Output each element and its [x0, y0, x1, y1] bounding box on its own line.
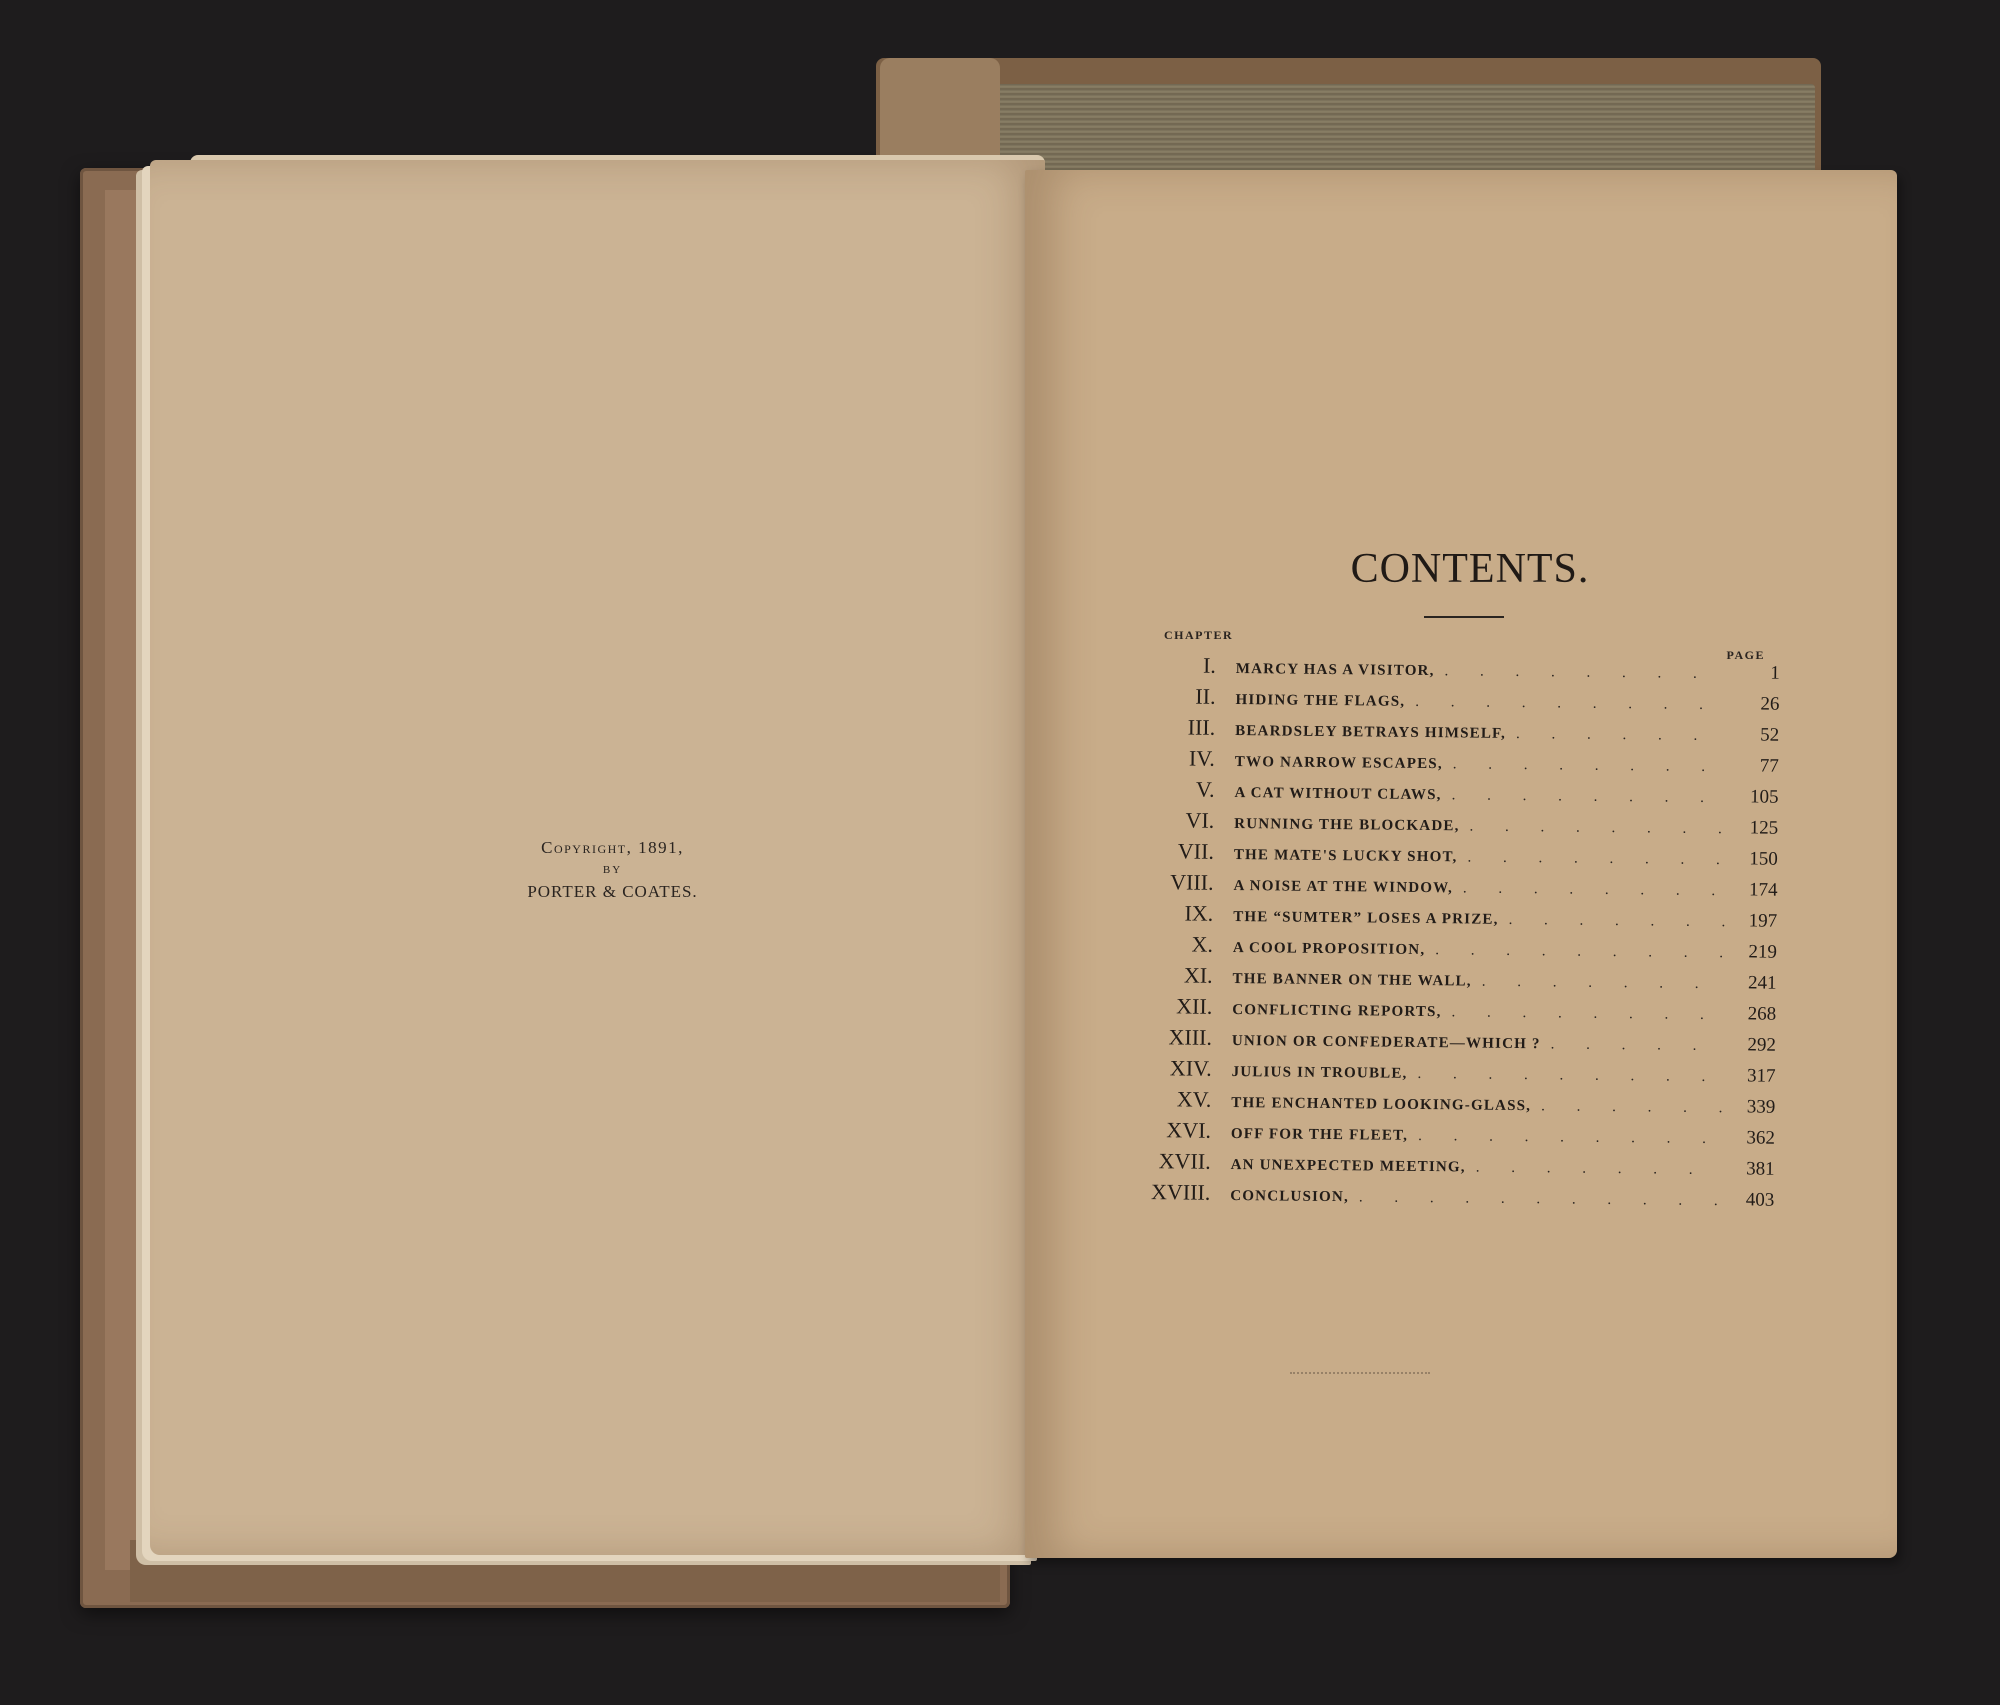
page-heading: PAGE	[1726, 648, 1765, 662]
toc-page-number: 150	[1749, 848, 1778, 870]
toc-page-number: 292	[1747, 1034, 1777, 1056]
toc-chapter-number: XII.	[1176, 993, 1213, 1019]
toc-page-number: 105	[1749, 786, 1779, 808]
toc-leader-dots	[1453, 880, 1726, 900]
toc-leader-dots	[1407, 1066, 1723, 1086]
toc-chapter-title: THE MATE'S LUCKY SHOT,	[1233, 846, 1458, 866]
toc-chapter-number: X.	[1191, 931, 1214, 957]
toc-chapter-number: VI.	[1185, 807, 1215, 833]
chapter-heading: CHAPTER	[1164, 628, 1234, 642]
toc-page-number: 339	[1746, 1096, 1776, 1118]
toc-page-number: 241	[1747, 972, 1777, 994]
toc-chapter-number: IV.	[1188, 745, 1216, 771]
contents-title: CONTENTS.	[1350, 546, 1590, 592]
toc-chapter-number: XVI.	[1166, 1117, 1212, 1143]
toc-chapter-number: VIII.	[1170, 869, 1214, 895]
toc-chapter-title: CONFLICTING REPORTS,	[1232, 1001, 1442, 1021]
toc-leader-dots	[1442, 787, 1727, 807]
toc-leader-dots	[1499, 912, 1726, 931]
toc-chapter-number: XIII.	[1168, 1024, 1213, 1050]
toc-page-number: 77	[1759, 755, 1779, 777]
toc-page-number: 125	[1749, 817, 1779, 839]
toc-leader-dots	[1531, 1098, 1723, 1117]
toc-page-number: 26	[1760, 693, 1780, 715]
copyright-line: Copyright, 1891,	[541, 838, 684, 857]
table-of-contents	[1134, 652, 1780, 1217]
toc-page-number: 52	[1760, 724, 1780, 746]
toc-chapter-title: CONCLUSION,	[1230, 1187, 1350, 1206]
toc-page-number: 381	[1746, 1158, 1775, 1180]
title-rule	[1424, 616, 1504, 618]
toc-chapter-title: THE BANNER ON THE WALL,	[1232, 970, 1472, 990]
page-footer-mark	[1290, 1372, 1430, 1377]
toc-chapter-number: XIV.	[1169, 1055, 1212, 1081]
toc-page-number: 174	[1748, 879, 1778, 901]
toc-chapter-title: OFF FOR THE FLEET,	[1230, 1125, 1409, 1144]
toc-chapter-title: THE “SUMTER” LOSES A PRIZE,	[1233, 908, 1499, 928]
toc-leader-dots	[1425, 942, 1725, 962]
toc-leader-dots	[1443, 756, 1727, 776]
by-line: BY	[602, 864, 623, 876]
toc-leader-dots	[1405, 694, 1727, 714]
toc-chapter-title: JULIUS IN TROUBLE,	[1231, 1063, 1408, 1082]
toc-chapter-number: VII.	[1177, 838, 1215, 864]
toc-chapter-number: XV.	[1176, 1086, 1212, 1112]
toc-leader-dots	[1506, 726, 1727, 745]
publisher-line: PORTER & COATES.	[527, 882, 698, 901]
toc-chapter-number: I.	[1202, 652, 1216, 678]
toc-page-number: 317	[1746, 1065, 1776, 1087]
toc-leader-dots	[1457, 849, 1726, 869]
toc-leader-dots	[1349, 1189, 1723, 1210]
toc-leader-dots	[1441, 1004, 1724, 1024]
toc-leader-dots	[1459, 818, 1726, 838]
toc-chapter-title: RUNNING THE BLOCKADE,	[1234, 815, 1460, 835]
toc-page-number: 403	[1745, 1189, 1775, 1211]
toc-page-number: 197	[1748, 910, 1778, 932]
toc-chapter-title: A NOISE AT THE WINDOW,	[1233, 877, 1454, 897]
toc-chapter-title: BEARDSLEY BETRAYS HIMSELF,	[1235, 723, 1507, 742]
toc-page-number: 219	[1748, 941, 1778, 963]
toc-chapter-title: A COOL PROPOSITION,	[1232, 939, 1426, 959]
toc-leader-dots	[1434, 663, 1727, 683]
toc-chapter-number: XI.	[1183, 962, 1213, 988]
toc-chapter-title: THE ENCHANTED LOOKING-GLASS,	[1231, 1094, 1532, 1115]
toc-chapter-title: UNION OR CONFEDERATE—WHICH ?	[1231, 1032, 1541, 1053]
toc-leader-dots	[1541, 1036, 1724, 1055]
toc-page-number: 268	[1747, 1003, 1777, 1025]
toc-chapter-title: AN UNEXPECTED MEETING,	[1230, 1156, 1466, 1176]
toc-leader-dots	[1466, 1159, 1723, 1179]
toc-page-number: 362	[1746, 1127, 1776, 1149]
toc-chapter-number: IX.	[1184, 900, 1214, 926]
toc-chapter-number: II.	[1195, 683, 1216, 709]
toc-page-number: 1	[1770, 662, 1780, 684]
copyright-notice	[150, 838, 1045, 902]
toc-leader-dots	[1408, 1128, 1723, 1148]
toc-chapter-title: TWO NARROW ESCAPES,	[1234, 753, 1443, 773]
toc-chapter-title: HIDING THE FLAGS,	[1235, 692, 1406, 710]
toc-chapter-title: MARCY HAS A VISITOR,	[1235, 661, 1435, 680]
toc-leader-dots	[1472, 973, 1725, 993]
toc-chapter-number: XVIII.	[1150, 1179, 1211, 1205]
toc-chapter-number: V.	[1195, 776, 1215, 802]
toc-chapter-number: XVII.	[1158, 1148, 1211, 1174]
toc-chapter-number: III.	[1187, 714, 1216, 740]
toc-chapter-title: A CAT WITHOUT CLAWS,	[1234, 784, 1442, 804]
